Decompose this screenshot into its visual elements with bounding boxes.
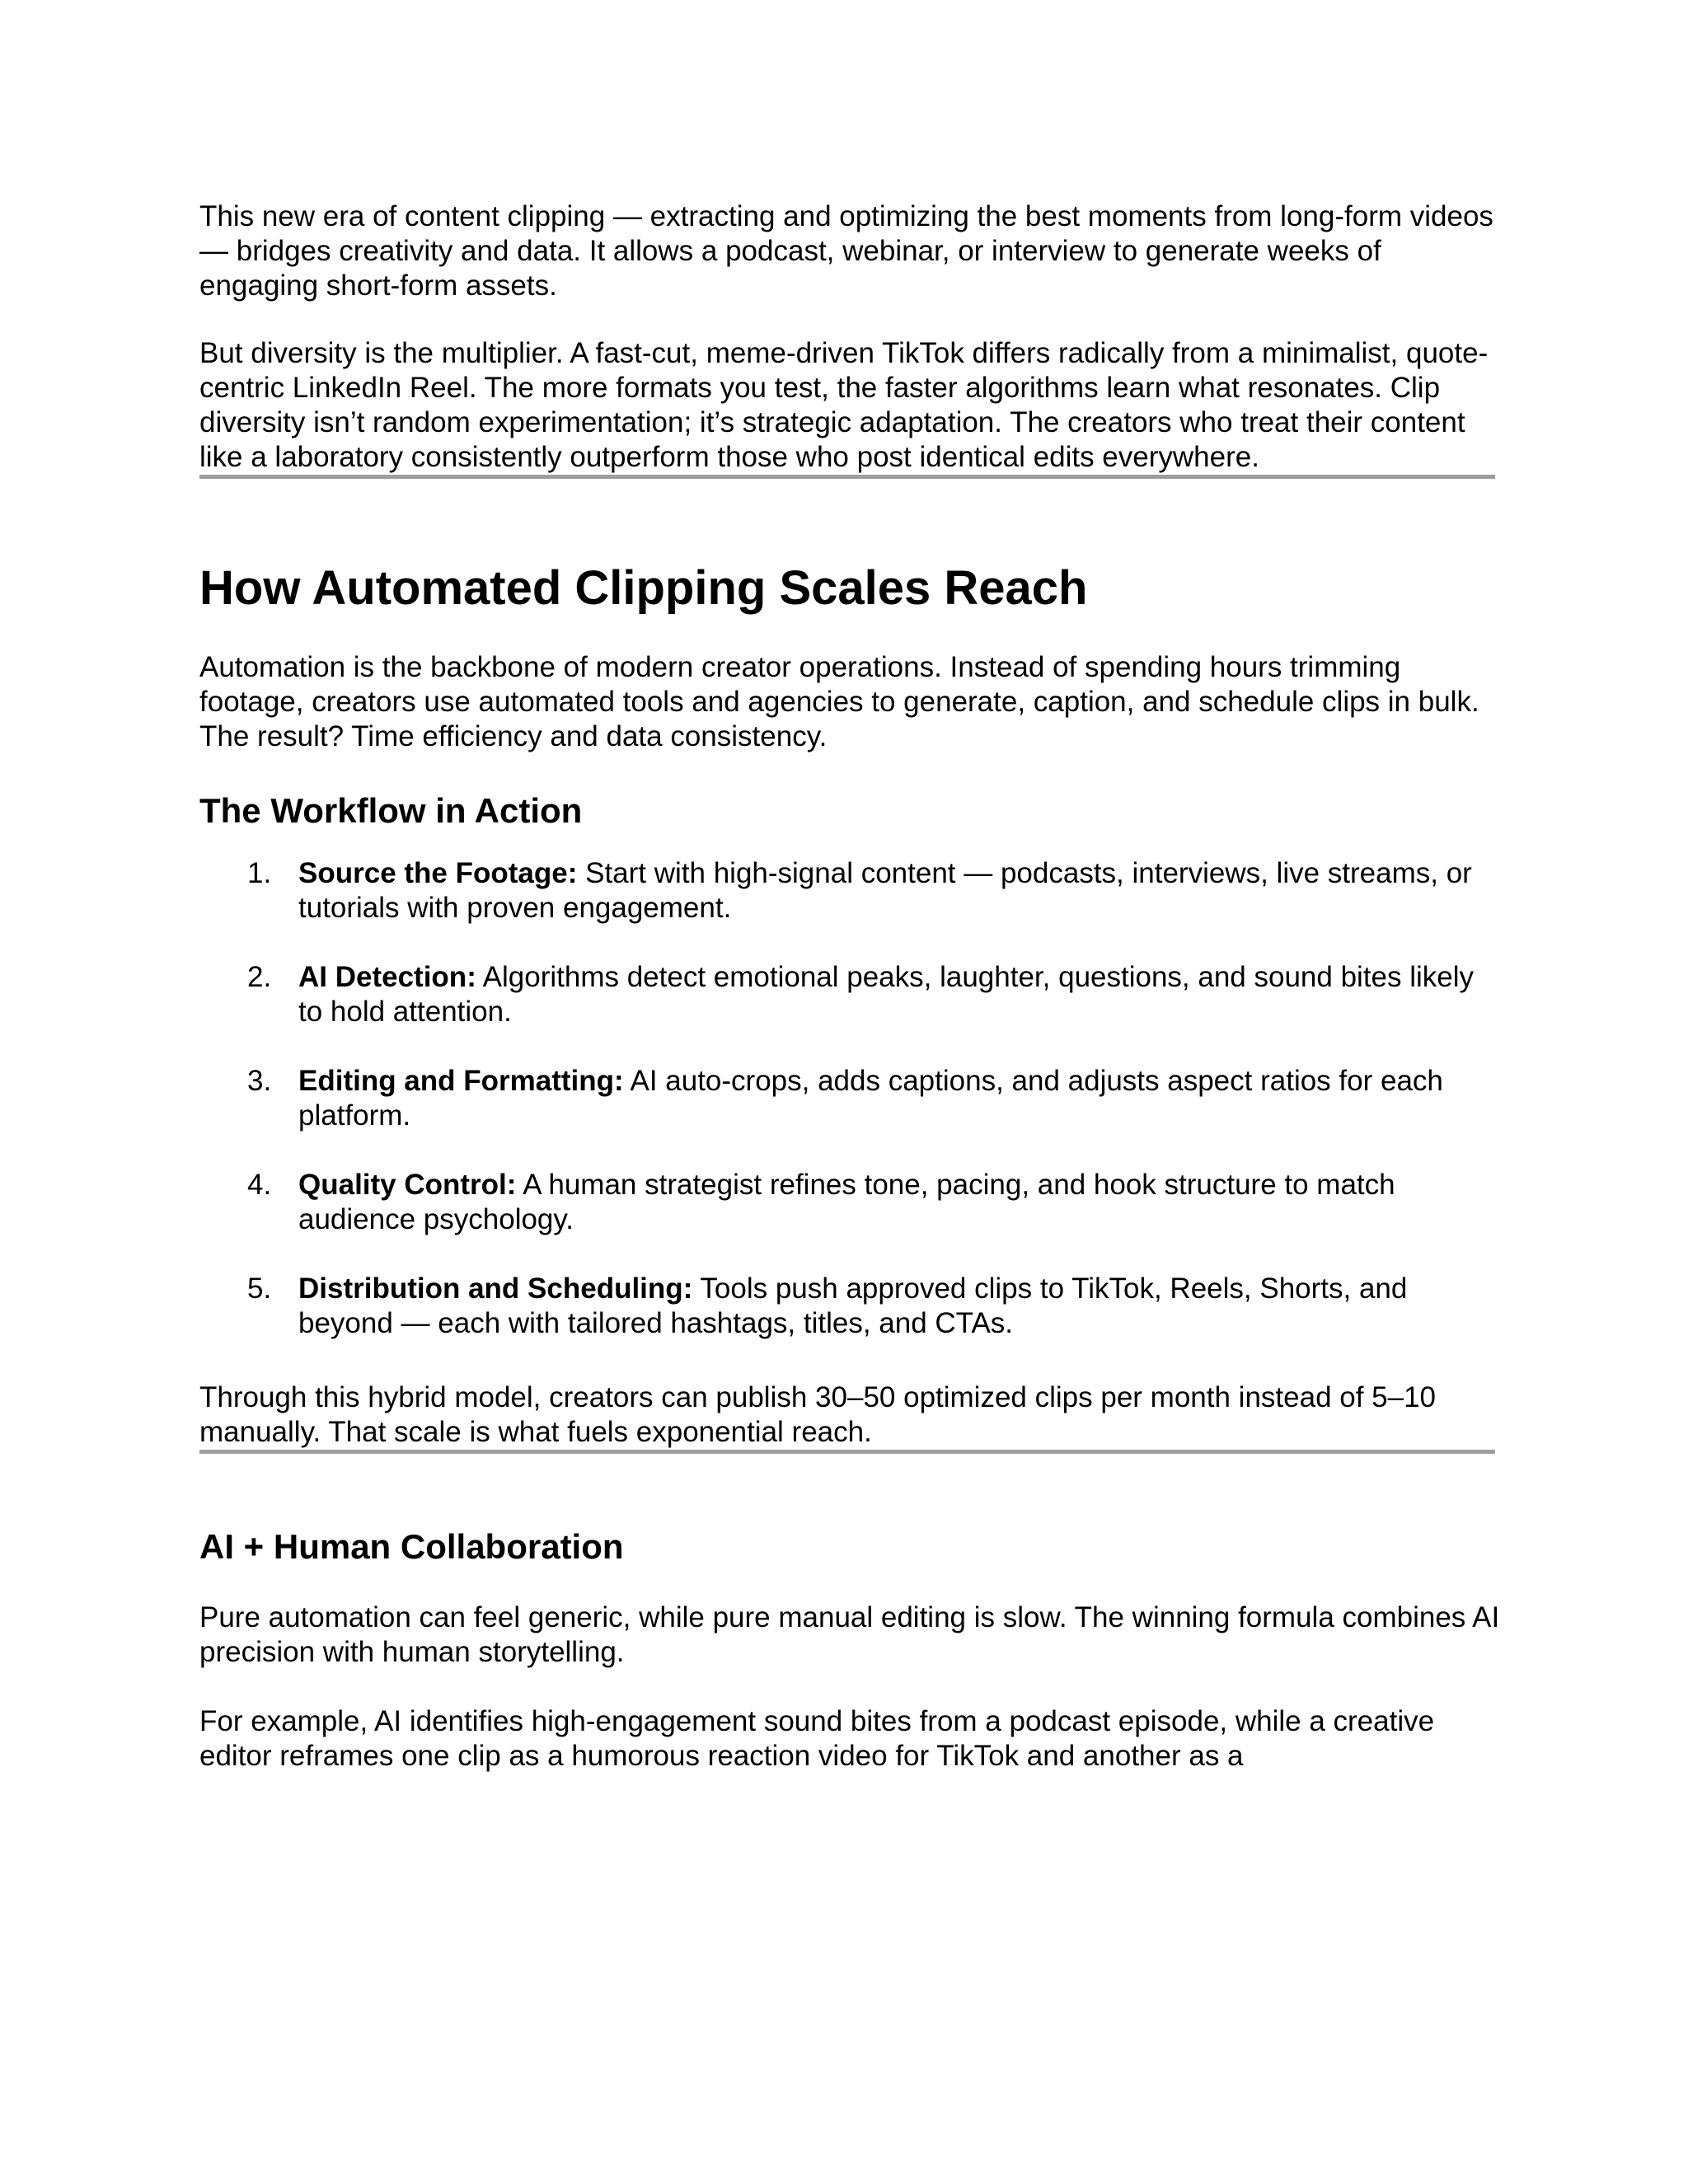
step-title: Quality Control: xyxy=(298,1169,517,1201)
step-text: Start with high-signal content — podcasts, interviews, live streams, or tutorials with proven engagement. xyxy=(298,857,1472,924)
step-text: Tools push approved clips to TikTok, Reels, Shorts, and beyond — each with tailored hashtags, titles, and CTAs. xyxy=(298,1272,1408,1339)
workflow-step xyxy=(199,960,1502,1029)
step-title: AI Detection: xyxy=(298,961,476,993)
workflow-step xyxy=(199,856,1502,926)
step-title: Source the Footage: xyxy=(298,857,578,889)
step-title: Editing and Formatting: xyxy=(298,1065,624,1097)
section-divider xyxy=(199,475,1495,479)
collaboration-paragraph-2: For example, AI identifies high-engagement sound bites from a podcast episode, while a creative editor reframes one clip as a humorous reaction video for TikTok and another as a xyxy=(199,1705,1435,1772)
step-number: 3. xyxy=(247,1065,272,1097)
document-page xyxy=(199,199,1502,1774)
workflow-step xyxy=(199,1272,1502,1341)
step-text: Algorithms detect emotional peaks, laughter, questions, and sound bites likely to hold attention. xyxy=(298,961,1475,1028)
collaboration-heading: AI + Human Collaboration xyxy=(199,1527,624,1566)
workflow-step xyxy=(199,1168,1502,1237)
section-divider xyxy=(199,1450,1495,1454)
hybrid-model-paragraph: Through this hybrid model, creators can publish 30–50 optimized clips per month instead of 5–10 manually. That scale is what fuels exponential reach. xyxy=(199,1381,1437,1448)
intro-paragraph-1: This new era of content clipping — extracting and optimizing the best moments from long-form videos — bridges creativity and data. It allows a podcast, webinar, or interview to generate weeks of engaging short-form assets. xyxy=(199,200,1493,302)
workflow-step xyxy=(199,1064,1502,1133)
automation-heading: How Automated Clipping Scales Reach xyxy=(199,561,1088,615)
step-number: 4. xyxy=(247,1169,272,1201)
workflow-list xyxy=(199,856,1502,1341)
workflow-heading: The Workflow in Action xyxy=(199,791,583,830)
automation-paragraph: Automation is the backbone of modern creator operations. Instead of spending hours trimming footage, creators use automated tools and agencies to generate, caption, and schedule clips in bulk. The result? Time efficiency and data consistency. xyxy=(199,651,1479,752)
step-number: 5. xyxy=(247,1272,272,1305)
step-text: A human strategist refines tone, pacing, and hook structure to match audience psychology. xyxy=(298,1169,1395,1235)
intro-paragraph-2: But diversity is the multiplier. A fast-cut, meme-driven TikTok differs radically from a minimalist, quote-centric LinkedIn Reel. The more formats you test, the faster algorithms learn what resonates. Clip diversity isn’t random experimentation; it’s strategic adaptation. The creators who treat their content like a laboratory consistently outperform those who post identical edits everywhere. xyxy=(199,337,1489,473)
step-title: Distribution and Scheduling: xyxy=(298,1272,693,1305)
collaboration-paragraph-1: Pure automation can feel generic, while pure manual editing is slow. The winning formula combines AI precision with human storytelling. xyxy=(199,1601,1500,1668)
step-number: 1. xyxy=(247,857,272,889)
step-text: AI auto-crops, adds captions, and adjusts aspect ratios for each platform. xyxy=(298,1065,1443,1132)
step-number: 2. xyxy=(247,961,272,993)
